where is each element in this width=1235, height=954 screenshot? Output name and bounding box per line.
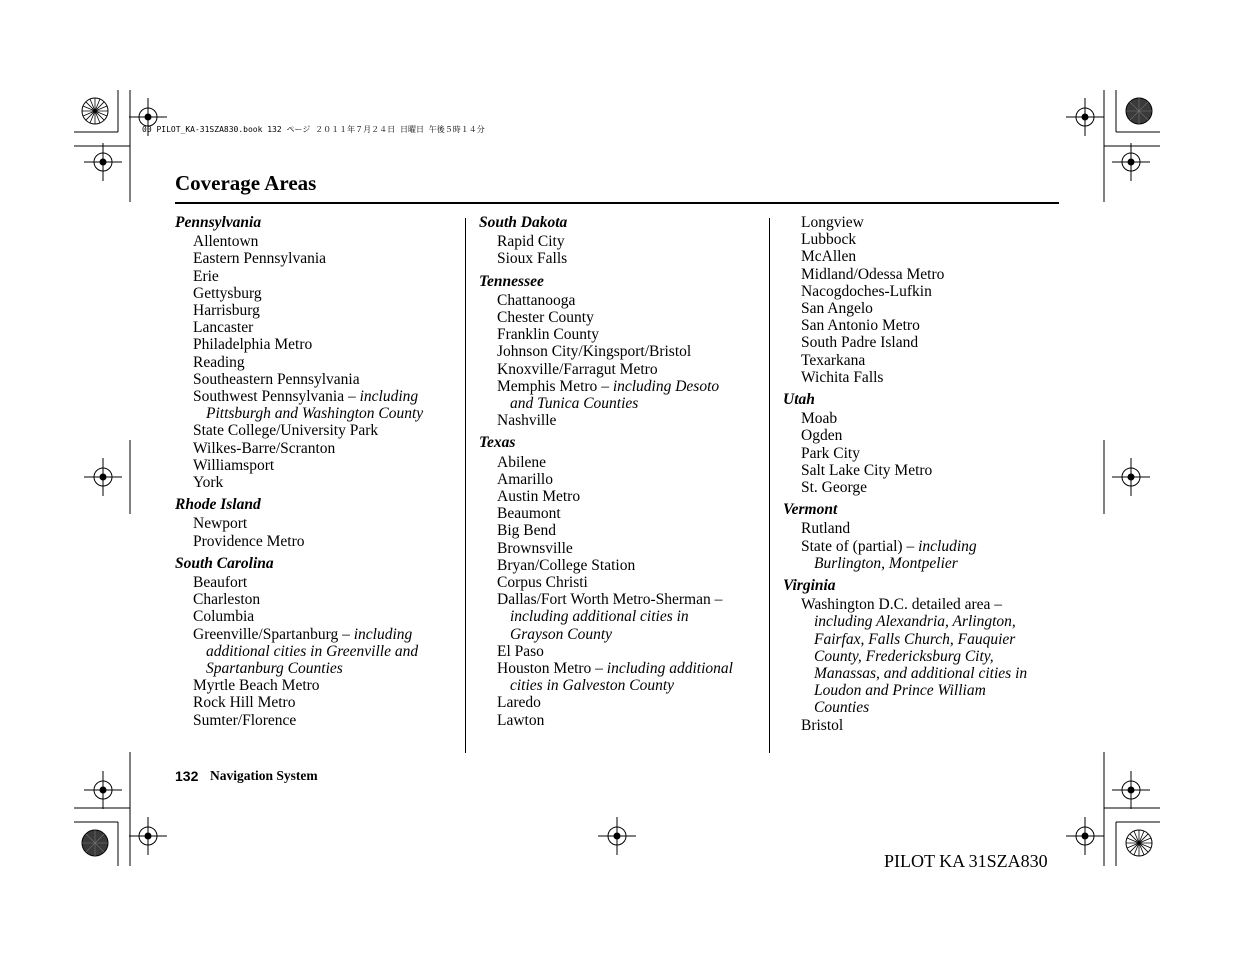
city-name: Knoxville/Farragut Metro <box>497 360 658 378</box>
city-entry: State of (partial) – including Burlington, Montpelier <box>783 538 1068 572</box>
city-name: San Antonio Metro <box>801 317 920 335</box>
state-heading: Tennessee <box>479 272 544 290</box>
city-name: South Padre Island <box>801 334 919 352</box>
city-name: Lawton <box>497 711 545 729</box>
city-note: including Desoto <box>612 377 720 395</box>
city-name: Newport <box>193 515 248 533</box>
city-name: Moab <box>801 410 838 428</box>
city-name: Sumter/Florence <box>193 711 297 729</box>
city-entry: Memphis Metro – including Desoto and Tunica Counties <box>479 378 764 412</box>
print-header-line: 00 PILOT_KA-31SZA830.book 132 ページ ２０１１年７月２４日 日曜日 午後５時１４分 <box>142 125 485 134</box>
city-name: Amarillo <box>497 470 553 488</box>
city-name: McAllen <box>801 248 857 266</box>
city-note-continued: including additional cities in <box>510 608 689 626</box>
city-name: Rutland <box>801 520 851 538</box>
state-heading: Utah <box>783 391 815 409</box>
city-name: Chester County <box>497 309 594 327</box>
city-note-continued: Fairfax, Falls Church, Fauquier <box>814 630 1016 648</box>
city-name: Reading <box>193 353 245 371</box>
city-name: Brownsville <box>497 539 573 557</box>
city-note-continued: Pittsburgh and Washington County <box>206 405 424 423</box>
state-heading: Texas <box>479 434 516 452</box>
city-name: El Paso <box>497 642 544 660</box>
city-name: Allentown <box>193 233 259 251</box>
state-heading: Pennsylvania <box>175 214 262 231</box>
city-name: Southwest Pennsylvania <box>193 388 345 406</box>
state-heading: Rhode Island <box>175 496 261 514</box>
city-name: Ogden <box>801 427 843 445</box>
city-name: Charleston <box>193 591 261 609</box>
city-name: Wilkes-Barre/Scranton <box>193 439 336 457</box>
city-name: Greenville/Spartanburg <box>193 625 339 643</box>
city-note-continued: Spartanburg Counties <box>206 660 343 678</box>
city-name: Sioux Falls <box>497 250 568 268</box>
city-name: Laredo <box>497 694 541 712</box>
city-note-continued: and Tunica Counties <box>510 395 639 413</box>
city-note: including <box>918 537 977 555</box>
city-name: Austin Metro <box>497 488 581 506</box>
city-entry: Greenville/Spartanburg – including additional cities in Greenville and Spartanburg Counties <box>175 626 460 678</box>
city-name: Johnson City/Kingsport/Bristol <box>497 343 692 361</box>
city-name: Midland/Odessa Metro <box>801 265 945 283</box>
city-note-continued: Counties <box>814 699 870 717</box>
city-name: Memphis Metro <box>497 377 598 395</box>
city-name: Rapid City <box>497 233 565 251</box>
book-id: PILOT KA 31SZA830 <box>884 851 1048 871</box>
city-name: Beaumont <box>497 505 561 523</box>
city-note-continued: including Alexandria, Arlington, <box>814 613 1016 631</box>
city-name: Park City <box>801 444 860 462</box>
city-name: York <box>193 474 224 492</box>
city-note-continued: Grayson County <box>510 625 613 643</box>
city-name: Dallas/Fort Worth Metro-Sherman – <box>497 591 723 609</box>
city-name: St. George <box>801 479 868 497</box>
city-name: Salt Lake City Metro <box>801 461 933 479</box>
city-name: Bryan/College Station <box>497 556 636 574</box>
city-name: Lancaster <box>193 319 254 337</box>
city-note-continued: County, Fredericksburg City, <box>814 647 994 665</box>
city-name: Harrisburg <box>193 302 260 320</box>
state-heading: Vermont <box>783 501 838 519</box>
city-note-continued: additional cities in Greenville and <box>206 642 419 660</box>
city-note-continued: Loudon and Prince William <box>814 682 986 700</box>
city-name: State College/University Park <box>193 422 379 440</box>
state-heading: South Dakota <box>479 214 568 231</box>
city-name: Washington D.C. detailed area – <box>801 596 1003 614</box>
city-name: San Angelo <box>801 300 873 318</box>
city-name: Southeastern Pennsylvania <box>193 370 360 388</box>
city-name: Chattanooga <box>497 291 576 309</box>
city-name: Columbia <box>193 608 255 626</box>
city-note: including <box>359 388 419 406</box>
city-name: Texarkana <box>801 351 866 369</box>
city-name: Houston Metro <box>497 660 592 678</box>
city-name: Lubbock <box>801 231 857 249</box>
city-note-continued: Burlington, Montpelier <box>814 554 958 572</box>
page-number: 132 <box>175 768 199 784</box>
page-title: Coverage Areas <box>175 171 317 195</box>
city-note-continued: Manassas, and additional cities in <box>814 665 1028 683</box>
city-name: Myrtle Beach Metro <box>193 677 320 695</box>
city-name: Franklin County <box>497 326 600 344</box>
city-name: Big Bend <box>497 522 556 540</box>
city-name: Philadelphia Metro <box>193 336 313 354</box>
city-name: State of (partial) <box>801 537 903 555</box>
city-name: Bristol <box>801 716 844 734</box>
state-heading: South Carolina <box>175 554 274 572</box>
city-name: Gettysburg <box>193 284 262 302</box>
city-name: Corpus Christi <box>497 574 588 592</box>
footer-section-title: Navigation System <box>210 768 318 783</box>
city-entry: Houston Metro – including additional cities in Galveston County <box>479 660 764 694</box>
city-name: Abilene <box>497 453 547 471</box>
city-name: Beaufort <box>193 574 248 592</box>
city-note: including additional <box>606 660 733 678</box>
city-name: Rock Hill Metro <box>193 694 296 712</box>
city-entry: Southwest Pennsylvania – including Pittsburgh and Washington County <box>175 388 460 422</box>
city-name: Wichita Falls <box>801 368 884 386</box>
city-name: Erie <box>193 267 219 285</box>
city-name: Nacogdoches-Lufkin <box>801 282 932 300</box>
state-heading: Virginia <box>783 577 836 595</box>
city-name: Longview <box>801 214 864 231</box>
city-name: Eastern Pennsylvania <box>193 250 327 268</box>
city-name: Williamsport <box>193 456 275 474</box>
city-name: Providence Metro <box>193 532 305 550</box>
city-note-continued: cities in Galveston County <box>510 677 675 695</box>
city-note: including <box>353 625 413 643</box>
city-name: Nashville <box>497 412 557 430</box>
